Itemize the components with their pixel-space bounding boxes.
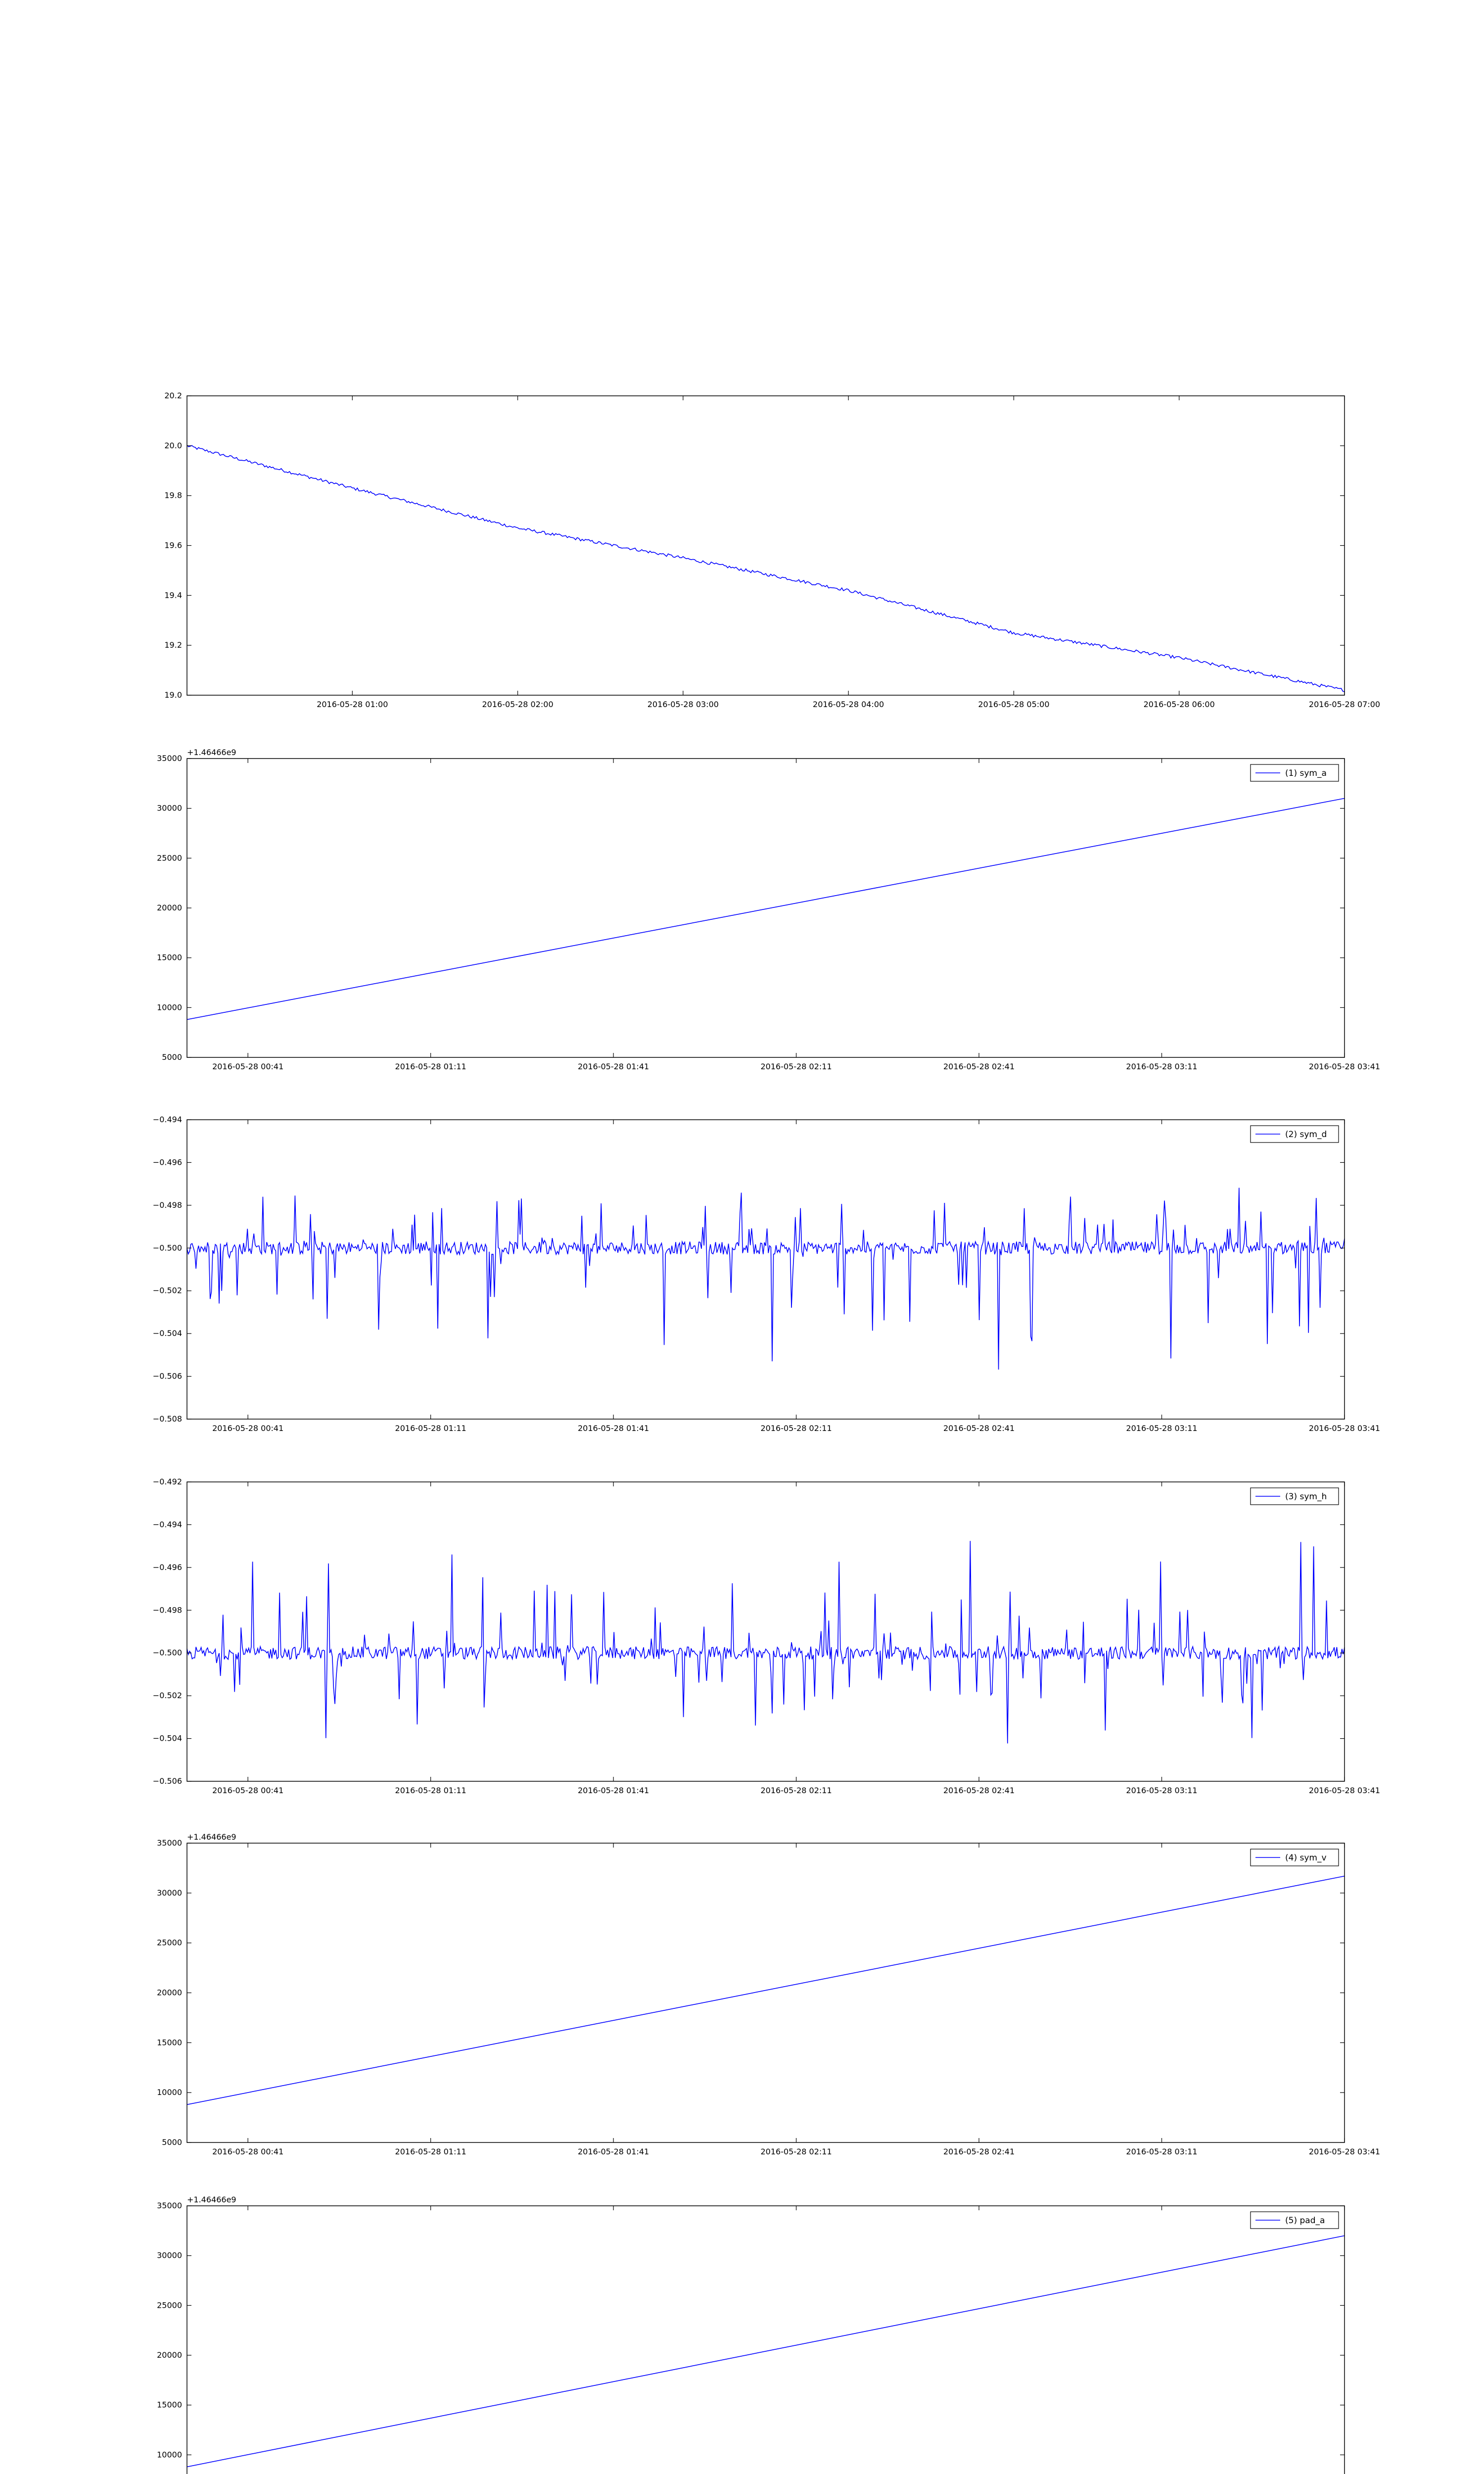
x-tick-label: 2016-05-28 00:41 (212, 2147, 284, 2156)
x-tick-label: 2016-05-28 03:41 (1308, 1424, 1381, 1433)
x-tick-label: 2016-05-28 02:41 (943, 2147, 1015, 2156)
x-tick-label: 2016-05-28 03:11 (1126, 1062, 1198, 1071)
y-tick-label: 19.8 (164, 490, 182, 500)
y-tick-label: −0.502 (152, 1285, 182, 1295)
y-tick-label: −0.498 (152, 1200, 182, 1210)
y-tick-label: −0.498 (152, 1605, 182, 1615)
axes-frame (187, 759, 1345, 1057)
chart-panel-4 (153, 1477, 1380, 1795)
chart-panel-1 (164, 391, 1380, 709)
y-tick-label: 25000 (157, 1938, 182, 1948)
y-tick-label: −0.500 (152, 1648, 182, 1658)
x-tick-label: 2016-05-28 01:11 (395, 1786, 466, 1795)
legend-label: (3) sym_h (1285, 1492, 1327, 1502)
chart-panel-5 (157, 1832, 1380, 2156)
series-line (187, 445, 1345, 692)
axes-frame (187, 2206, 1345, 2474)
x-tick-label: 2016-05-28 04:00 (813, 700, 884, 709)
x-tick-label: 2016-05-28 01:41 (578, 1786, 649, 1795)
legend-label: (1) sym_a (1285, 768, 1327, 778)
y-tick-label: −0.508 (152, 1414, 182, 1424)
x-tick-label: 2016-05-28 01:41 (578, 2147, 649, 2156)
x-tick-label: 2016-05-28 03:11 (1126, 1424, 1198, 1433)
x-tick-label: 2016-05-28 02:11 (760, 2147, 832, 2156)
y-tick-label: 20000 (157, 903, 182, 912)
y-tick-label: 20.0 (164, 440, 182, 450)
chart-panel-2 (157, 748, 1380, 1071)
legend-label: (2) sym_d (1285, 1130, 1327, 1140)
x-tick-label: 2016-05-28 03:11 (1126, 2147, 1198, 2156)
y-tick-label: −0.502 (152, 1691, 182, 1701)
y-tick-label: −0.496 (152, 1562, 182, 1572)
x-tick-label: 2016-05-28 02:11 (760, 1786, 832, 1795)
axis-offset-label: +1.46466e9 (187, 1832, 236, 1842)
y-tick-label: −0.504 (152, 1329, 182, 1338)
axes-frame (187, 1120, 1345, 1419)
series-line (187, 1541, 1345, 1743)
x-tick-label: 2016-05-28 01:11 (395, 1062, 466, 1071)
y-tick-label: 5000 (162, 1052, 182, 1062)
y-tick-label: −0.494 (152, 1520, 182, 1529)
y-tick-label: 20.2 (164, 391, 182, 400)
x-tick-label: 2016-05-28 01:11 (395, 1424, 466, 1433)
legend-label: (4) sym_v (1285, 1853, 1327, 1863)
y-tick-label: 15000 (157, 2038, 182, 2047)
axis-offset-label: +1.46466e9 (187, 748, 236, 757)
y-tick-label: 15000 (157, 2400, 182, 2410)
y-tick-label: 19.0 (164, 690, 182, 700)
y-tick-label: 30000 (157, 1888, 182, 1898)
x-tick-label: 2016-05-28 03:41 (1308, 2147, 1381, 2156)
y-tick-label: 10000 (157, 2088, 182, 2097)
y-tick-label: 25000 (157, 2300, 182, 2310)
y-tick-label: 30000 (157, 803, 182, 813)
y-tick-label: 19.6 (164, 540, 182, 550)
series-line (187, 2236, 1345, 2467)
y-tick-label: 20000 (157, 1988, 182, 1998)
x-tick-label: 2016-05-28 02:41 (943, 1424, 1015, 1433)
y-tick-label: −0.494 (152, 1115, 182, 1124)
series-line (187, 1876, 1345, 2105)
axes-frame (187, 1843, 1345, 2142)
x-tick-label: 2016-05-28 06:00 (1143, 700, 1215, 709)
y-tick-label: 10000 (157, 2450, 182, 2460)
x-tick-label: 2016-05-28 02:00 (482, 700, 554, 709)
series-line (187, 799, 1345, 1020)
x-tick-label: 2016-05-28 05:00 (978, 700, 1050, 709)
x-tick-label: 2016-05-28 02:11 (760, 1424, 832, 1433)
x-tick-label: 2016-05-28 07:00 (1308, 700, 1381, 709)
x-tick-label: 2016-05-28 03:00 (647, 700, 719, 709)
y-tick-label: −0.500 (152, 1243, 182, 1253)
x-tick-label: 2016-05-28 01:00 (317, 700, 388, 709)
y-tick-label: 25000 (157, 853, 182, 863)
y-tick-label: 35000 (157, 754, 182, 763)
y-tick-label: 19.4 (164, 590, 182, 600)
x-tick-label: 2016-05-28 03:41 (1308, 1062, 1381, 1071)
y-tick-label: −0.504 (152, 1733, 182, 1743)
x-tick-label: 2016-05-28 01:41 (578, 1062, 649, 1071)
y-tick-label: 5000 (162, 2138, 182, 2147)
x-tick-label: 2016-05-28 01:41 (578, 1424, 649, 1433)
x-tick-label: 2016-05-28 00:41 (212, 1786, 284, 1795)
x-tick-label: 2016-05-28 02:11 (760, 1062, 832, 1071)
y-tick-label: −0.506 (152, 1776, 182, 1786)
axis-offset-label: +1.46466e9 (187, 2195, 236, 2204)
x-tick-label: 2016-05-28 01:11 (395, 2147, 466, 2156)
x-tick-label: 2016-05-28 03:41 (1308, 1786, 1381, 1795)
x-tick-label: 2016-05-28 03:11 (1126, 1786, 1198, 1795)
x-tick-label: 2016-05-28 00:41 (212, 1424, 284, 1433)
y-tick-label: −0.506 (152, 1371, 182, 1381)
axes-frame (187, 396, 1345, 695)
y-tick-label: 35000 (157, 1838, 182, 1848)
y-tick-label: −0.492 (152, 1477, 182, 1486)
y-tick-label: −0.496 (152, 1157, 182, 1167)
chart-panel-6 (157, 2195, 1380, 2474)
y-tick-label: 20000 (157, 2350, 182, 2360)
chart-panel-3 (153, 1115, 1380, 1433)
x-tick-label: 2016-05-28 02:41 (943, 1786, 1015, 1795)
axes-frame (187, 1482, 1345, 1781)
y-tick-label: 10000 (157, 1002, 182, 1012)
x-tick-label: 2016-05-28 02:41 (943, 1062, 1015, 1071)
series-line (187, 1188, 1345, 1370)
y-tick-label: 30000 (157, 2250, 182, 2260)
x-tick-label: 2016-05-28 00:41 (212, 1062, 284, 1071)
y-tick-label: 35000 (157, 2201, 182, 2210)
y-tick-label: 19.2 (164, 640, 182, 650)
y-tick-label: 15000 (157, 952, 182, 962)
legend-label: (5) pad_a (1285, 2216, 1325, 2226)
